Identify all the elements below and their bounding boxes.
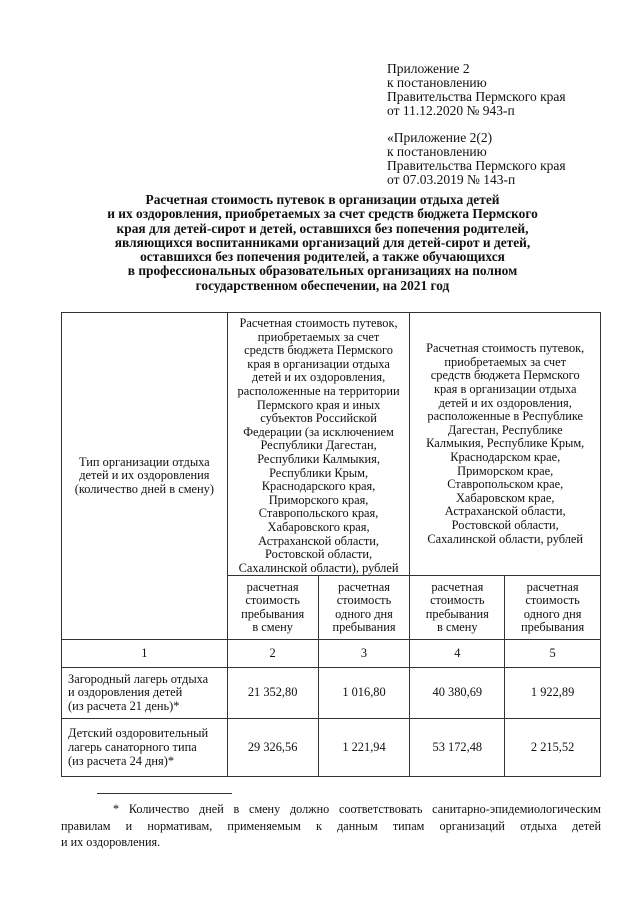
title-line: в профессиональных образовательных организациях на полном: [127, 263, 518, 279]
footnote-line: правилам и нормативам, применяемым к данным типам организаций отдыха детей: [61, 818, 601, 833]
table-row: [62, 719, 601, 777]
column-number-row: [62, 640, 601, 668]
footnote-divider: [97, 793, 232, 794]
appendix-line: «Приложение 2(2): [387, 130, 493, 145]
appendix-line: к постановлению: [387, 144, 487, 159]
appendix-line: Правительства Пермского края: [387, 89, 566, 104]
row-label: Загородный лагерь отдыха и оздоровления детей (из расчета 21 день)*: [62, 668, 228, 719]
appendix-line: Приложение 2: [387, 61, 470, 76]
subheader-per-day: расчетная стоимость одного дня пребывания: [505, 576, 601, 640]
cost-table: [61, 312, 601, 777]
table-cell: 2 215,52: [505, 719, 601, 777]
table-cell: 1 221,94: [318, 719, 410, 777]
footnote-line: * Количество дней в смену должно соответствовать санитарно-эпидемиологическим: [113, 802, 601, 816]
title-line: государственном обеспечении, на 2021 год: [195, 277, 450, 293]
column-number: 1: [62, 640, 228, 668]
table-cell: 53 172,48: [410, 719, 505, 777]
header-organization-type: Тип организации отдыха детей и их оздоровления (количество дней в смену): [62, 313, 228, 640]
document-title: [70, 193, 575, 293]
title-line: являющихся воспитанниками организаций для детей-сирот и детей,: [114, 234, 531, 250]
header-group-perm-region: Расчетная стоимость путевок, приобретаемых за счет средств бюджета Пермского края в организации отдыха детей и их оздоровления, расположенные на территории Пермского края и иных субъектов Российской Федерации (за исключением Республики Дагестан, Республики Калмыкия, Республики Крым, Краснодарского края, Приморского края, Ставропольского края, Хабаровского края, Астраханской области, Ростовской области, Сахалинской области), рублей: [227, 313, 410, 576]
table-cell: 1 016,80: [318, 668, 410, 719]
appendix-header-previous: [387, 131, 566, 187]
appendix-line: к постановлению: [387, 75, 487, 90]
table-header-row: [62, 313, 601, 576]
table-cell: 1 922,89: [505, 668, 601, 719]
title-line: Расчетная стоимость путевок в организации отдыха детей: [145, 192, 500, 207]
row-label: Детский оздоровительный лагерь санаторного типа (из расчета 24 дня)*: [62, 719, 228, 777]
header-group-other-regions: Расчетная стоимость путевок, приобретаемых за счет средств бюджета Пермского края в организации отдыха детей и их оздоровления, расположенные в Республике Дагестан, Республике Калмыкия, Республике Крым, Краснодарском крае, Приморском крае, Ставропольском крае, Хабаровском крае, Астраханской области, Ростовской области, Сахалинской области, рублей: [410, 313, 601, 576]
table-cell: 40 380,69: [410, 668, 505, 719]
table-cell: 29 326,56: [227, 719, 318, 777]
title-line: и их оздоровления, приобретаемых за счет средств бюджета Пермского: [107, 206, 538, 222]
column-number: 2: [227, 640, 318, 668]
title-line: оставшихся без попечения родителей, а также обучающихся: [140, 249, 505, 265]
subheader-per-shift: расчетная стоимость пребывания в смену: [227, 576, 318, 640]
column-number: 4: [410, 640, 505, 668]
column-number: 5: [505, 640, 601, 668]
appendix-line: Правительства Пермского края: [387, 158, 566, 173]
appendix-line: от 11.12.2020 № 943-п: [387, 103, 515, 118]
column-number: 3: [318, 640, 410, 668]
table-cell: 21 352,80: [227, 668, 318, 719]
subheader-per-shift: расчетная стоимость пребывания в смену: [410, 576, 505, 640]
title-line: края для детей-сирот и детей, оставшихся без попечения родителей,: [116, 220, 529, 236]
footnote: [61, 801, 601, 851]
appendix-header-current: [387, 62, 566, 118]
appendix-line: от 07.03.2019 № 143-п: [387, 172, 516, 187]
footnote-line: и их оздоровления.: [61, 835, 161, 849]
table-row: [62, 668, 601, 719]
subheader-per-day: расчетная стоимость одного дня пребывания: [318, 576, 410, 640]
